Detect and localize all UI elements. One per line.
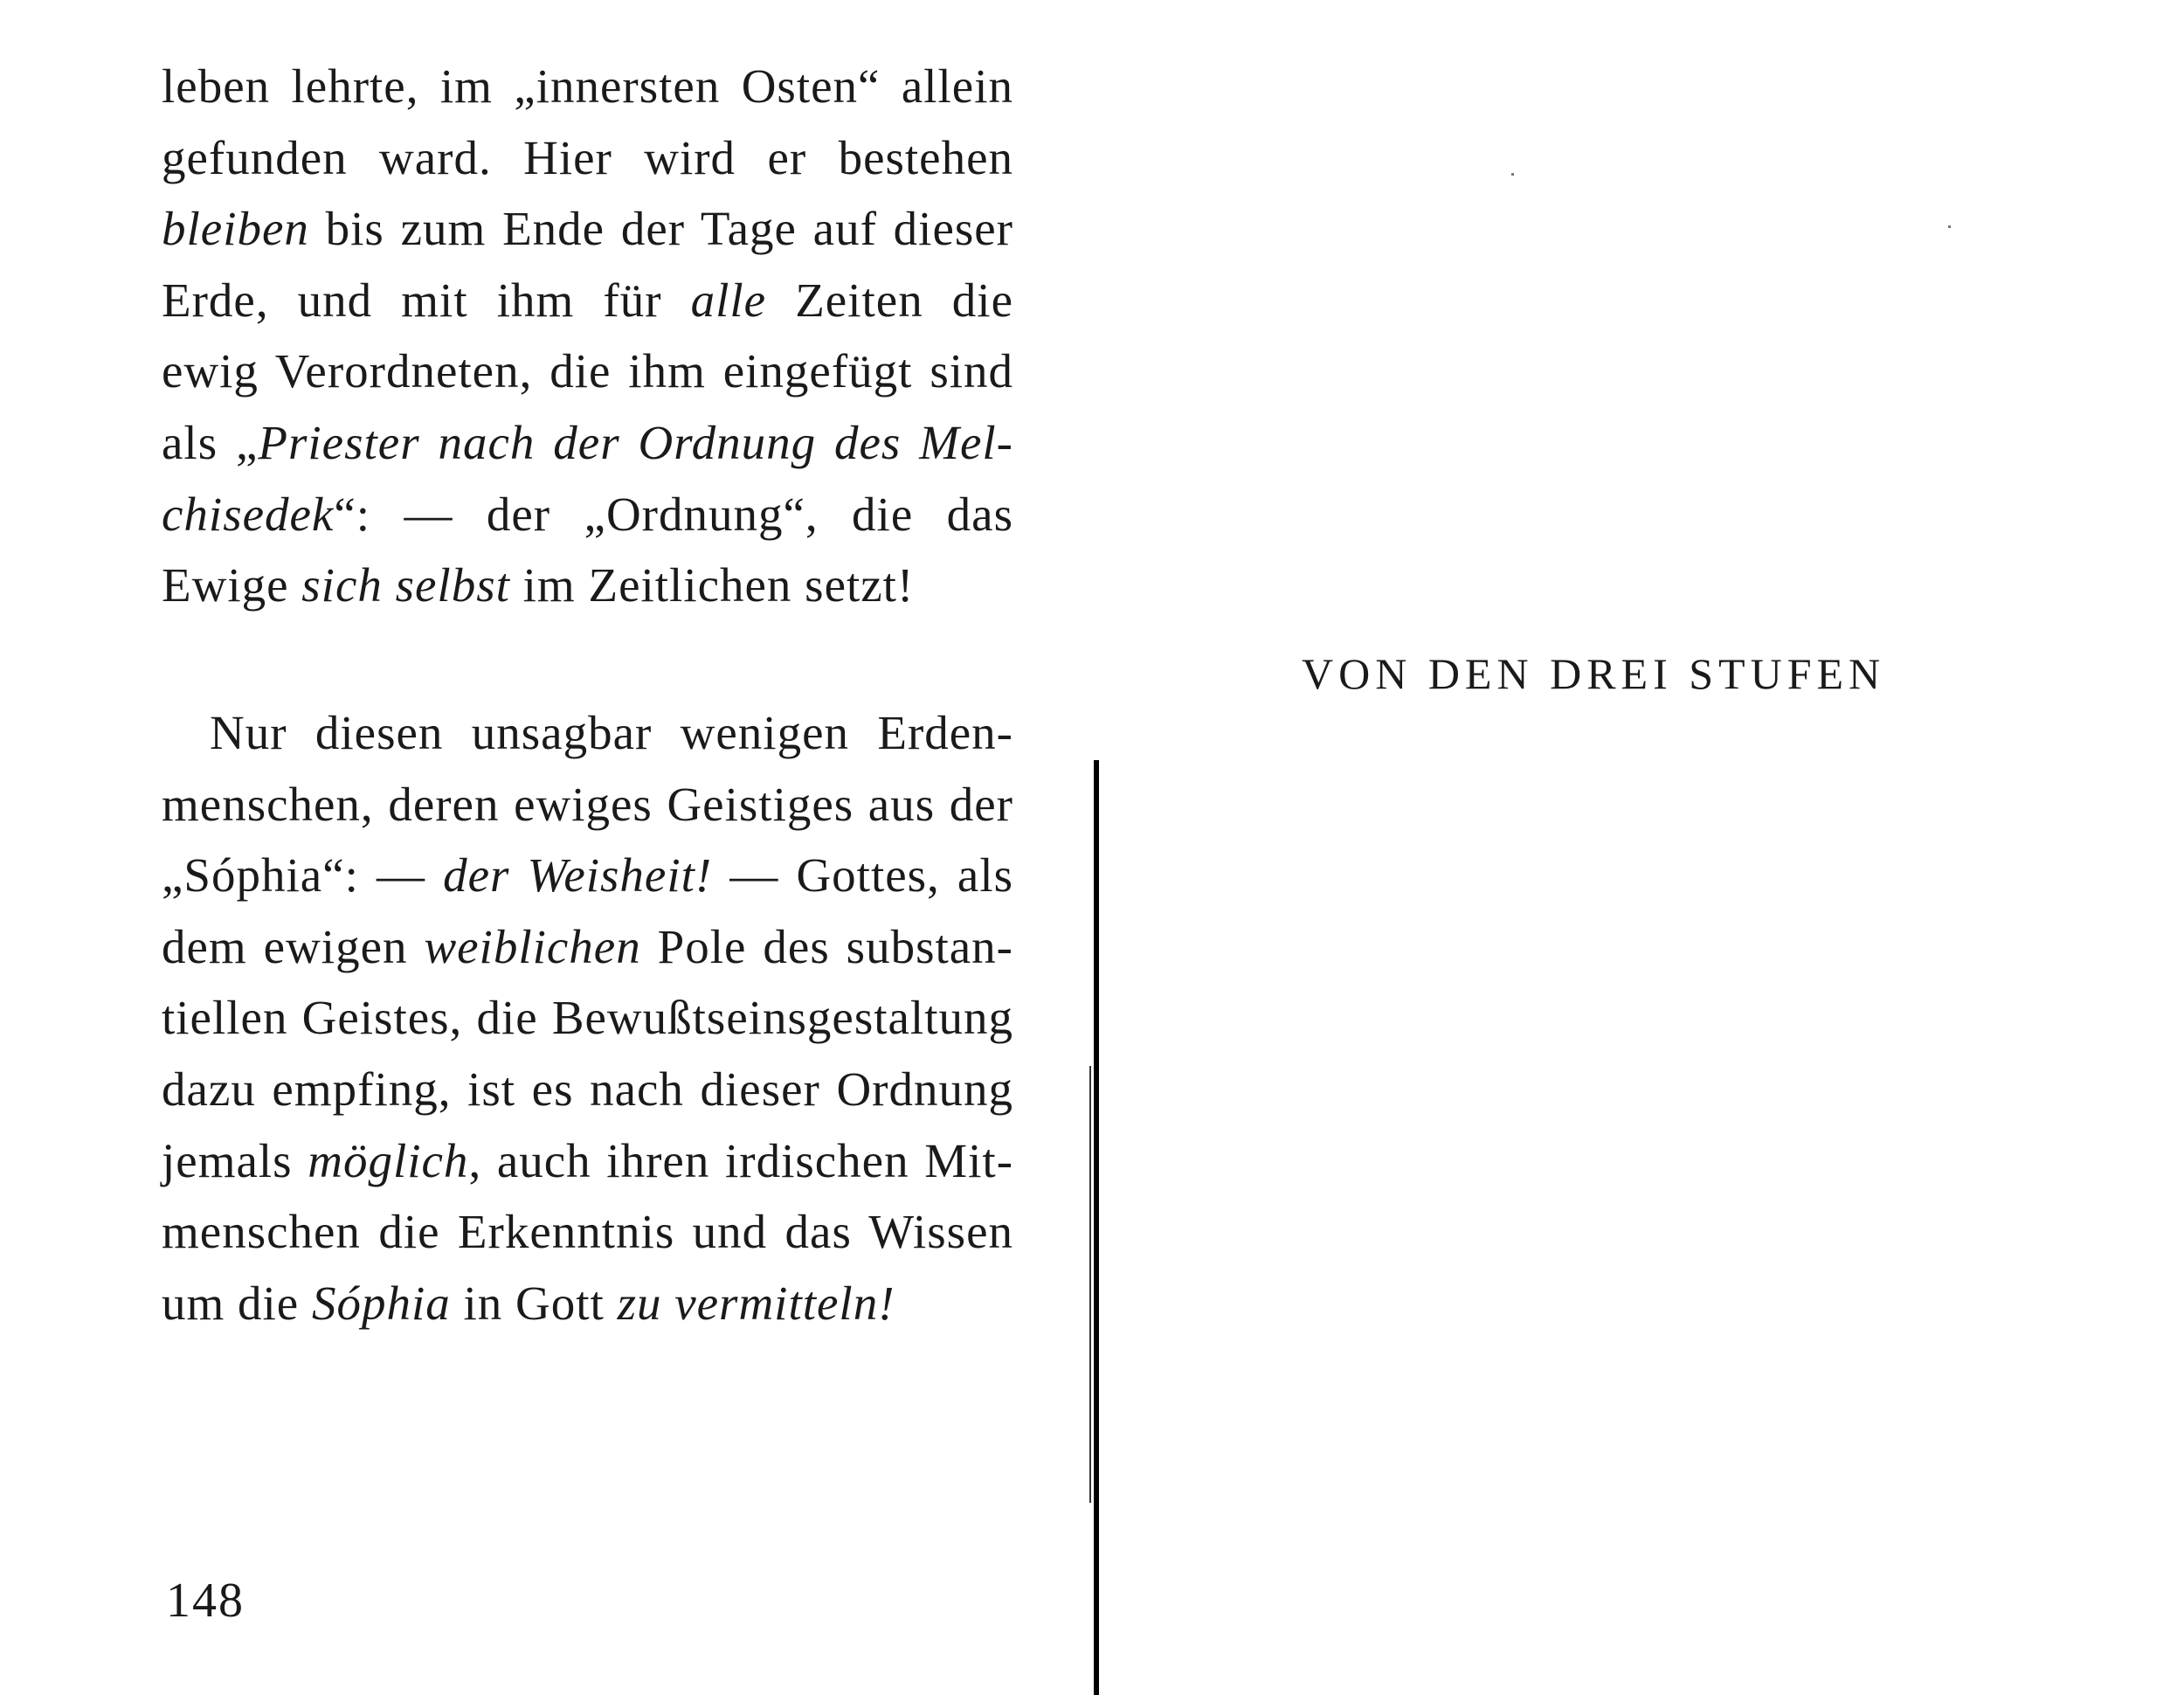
text-segment: — Gottes, als bbox=[712, 848, 1014, 903]
text-line bbox=[162, 769, 1013, 841]
text-segment: im Zeitlichen setzt! bbox=[509, 558, 915, 612]
italic-text: chisedek bbox=[162, 487, 335, 541]
text-line bbox=[162, 122, 1013, 194]
text-segment: “: — der „Ordnung“, die das bbox=[334, 487, 1013, 541]
text-segment: Zeiten die bbox=[766, 273, 1013, 327]
italic-text: bleiben bbox=[162, 202, 309, 256]
right-page bbox=[1101, 0, 2184, 1695]
text-segment: menschen die Erkenntnis und das Wissen bbox=[162, 1205, 1013, 1259]
paper-speck bbox=[1511, 173, 1514, 176]
page-number: 148 bbox=[166, 1574, 245, 1628]
paragraph-2 bbox=[162, 697, 1013, 1339]
text-segment: menschen, deren ewiges Geistiges aus der bbox=[162, 777, 1013, 831]
text-segment: tiellen Geistes, die Bewußtseinsgestaltung bbox=[162, 991, 1013, 1045]
italic-text: zu vermitteln! bbox=[617, 1276, 895, 1330]
text-line bbox=[162, 265, 1013, 336]
italic-text: möglich bbox=[308, 1133, 469, 1187]
section-title: VON DEN DREI STUFEN bbox=[1302, 649, 1886, 698]
text-line bbox=[162, 1196, 1013, 1268]
text-segment: als „ bbox=[162, 415, 259, 469]
text-segment: Erde, und mit ihm für bbox=[162, 273, 691, 327]
italic-text: alle bbox=[690, 273, 767, 327]
text-segment: ewig Verordneten, die ihm eingefügt sind bbox=[162, 344, 1013, 398]
paper-speck bbox=[1948, 225, 1951, 228]
text-segment: Nur diesen unsagbar wenigen Erden- bbox=[210, 706, 1013, 759]
text-segment: leben lehrte, im „innersten Osten“ allein bbox=[162, 59, 1013, 113]
italic-text: weiblichen bbox=[424, 919, 641, 973]
text-line bbox=[162, 982, 1013, 1054]
text-line bbox=[162, 840, 1013, 911]
italic-text: Sóphia bbox=[311, 1276, 451, 1330]
text-line bbox=[162, 550, 1013, 621]
italic-text: der Weisheit! bbox=[443, 848, 713, 903]
italic-text: sich selbst bbox=[301, 558, 510, 612]
text-segment: in Gott bbox=[450, 1276, 618, 1330]
text-line bbox=[162, 1125, 1013, 1197]
text-line bbox=[162, 479, 1013, 550]
text-line bbox=[162, 51, 1013, 122]
text-segment: um die bbox=[162, 1276, 312, 1330]
text-segment: gefunden ward. Hier wird er bestehen bbox=[162, 130, 1013, 184]
text-line bbox=[162, 1268, 1013, 1339]
text-segment: Ewige bbox=[162, 558, 302, 612]
text-segment: jemals bbox=[162, 1133, 308, 1187]
text-segment: bis zum Ende der Tage auf dieser bbox=[308, 202, 1013, 256]
text-line bbox=[162, 911, 1013, 983]
text-segment: dazu empfing, ist es nach dieser Ordnung bbox=[162, 1062, 1013, 1116]
text-line bbox=[162, 1054, 1013, 1125]
text-segment: , auch ihren irdischen Mit- bbox=[468, 1133, 1014, 1187]
italic-text: Priester nach der Ordnung des Mel- bbox=[258, 415, 1013, 469]
text-segment: dem ewigen bbox=[162, 919, 425, 973]
book-gutter-shadow bbox=[1094, 760, 1099, 1695]
text-line bbox=[162, 193, 1013, 265]
text-line bbox=[162, 336, 1013, 407]
text-segment: Pole des substan- bbox=[640, 919, 1013, 973]
text-line bbox=[162, 407, 1013, 479]
text-segment: „Sóphia“: — bbox=[162, 848, 444, 903]
paragraph-1 bbox=[162, 51, 1013, 621]
text-line bbox=[162, 697, 1013, 769]
book-gutter-edge bbox=[1089, 1066, 1091, 1503]
